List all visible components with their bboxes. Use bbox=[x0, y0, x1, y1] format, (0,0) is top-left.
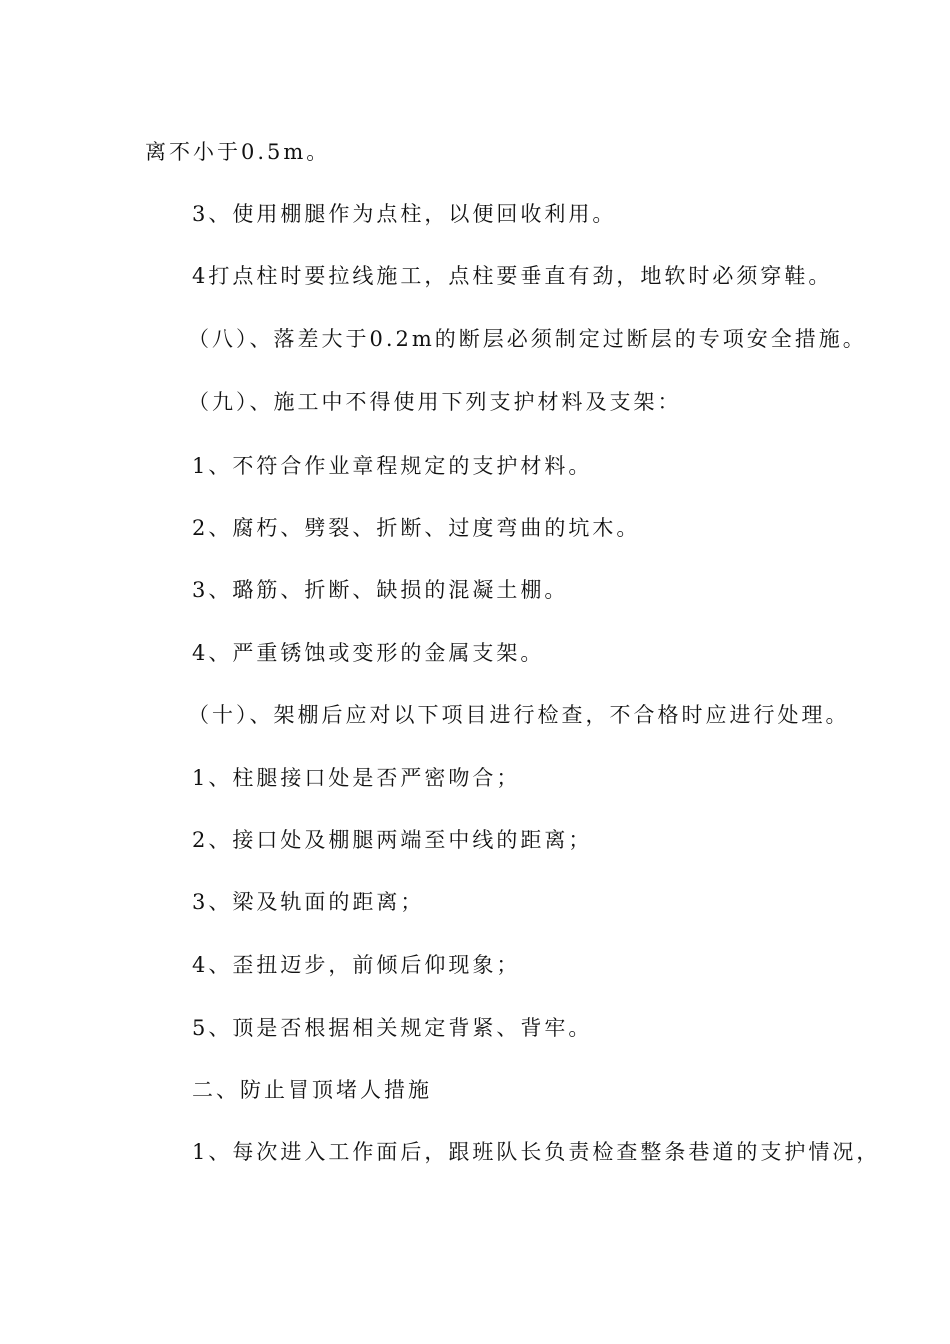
text-line-10: （十）、架棚后应对以下项目进行检查，不合格时应进行处理。 bbox=[188, 703, 850, 727]
text-line-7: 2、腐朽、劈裂、折断、过度弯曲的坑木。 bbox=[192, 516, 641, 540]
text-line-12: 2、接口处及棚腿两端至中线的距离； bbox=[192, 828, 593, 852]
text-line-11: 1、柱腿接口处是否严密吻合； bbox=[192, 766, 521, 790]
section-heading: 二、防止冒顶堵人措施 bbox=[192, 1078, 432, 1102]
text-line-5: （九）、施工中不得使用下列支护材料及支架： bbox=[188, 390, 682, 414]
text-line-1: 离不小于0.5m。 bbox=[145, 140, 331, 164]
text-line-6: 1、不符合作业章程规定的支护材料。 bbox=[192, 454, 593, 478]
text-line-4: （八）、落差大于0.2m的断层必须制定过断层的专项安全措施。 bbox=[188, 327, 867, 351]
text-line-17: 1、每次进入工作面后，跟班队长负责检查整条巷道的支护情况， bbox=[192, 1140, 881, 1164]
text-line-9: 4、严重锈蚀或变形的金属支架。 bbox=[192, 641, 545, 665]
text-line-15: 5、顶是否根据相关规定背紧、背牢。 bbox=[192, 1016, 593, 1040]
text-line-13: 3、梁及轨面的距离； bbox=[192, 890, 425, 914]
text-line-3: 4打点柱时要拉线施工，点柱要垂直有劲，地软时必须穿鞋。 bbox=[192, 264, 833, 288]
text-line-8: 3、璐筋、折断、缺损的混凝土棚。 bbox=[192, 578, 569, 602]
text-line-14: 4、歪扭迈步，前倾后仰现象； bbox=[192, 953, 521, 977]
text-line-2: 3、使用棚腿作为点柱，以便回收利用。 bbox=[192, 202, 617, 226]
